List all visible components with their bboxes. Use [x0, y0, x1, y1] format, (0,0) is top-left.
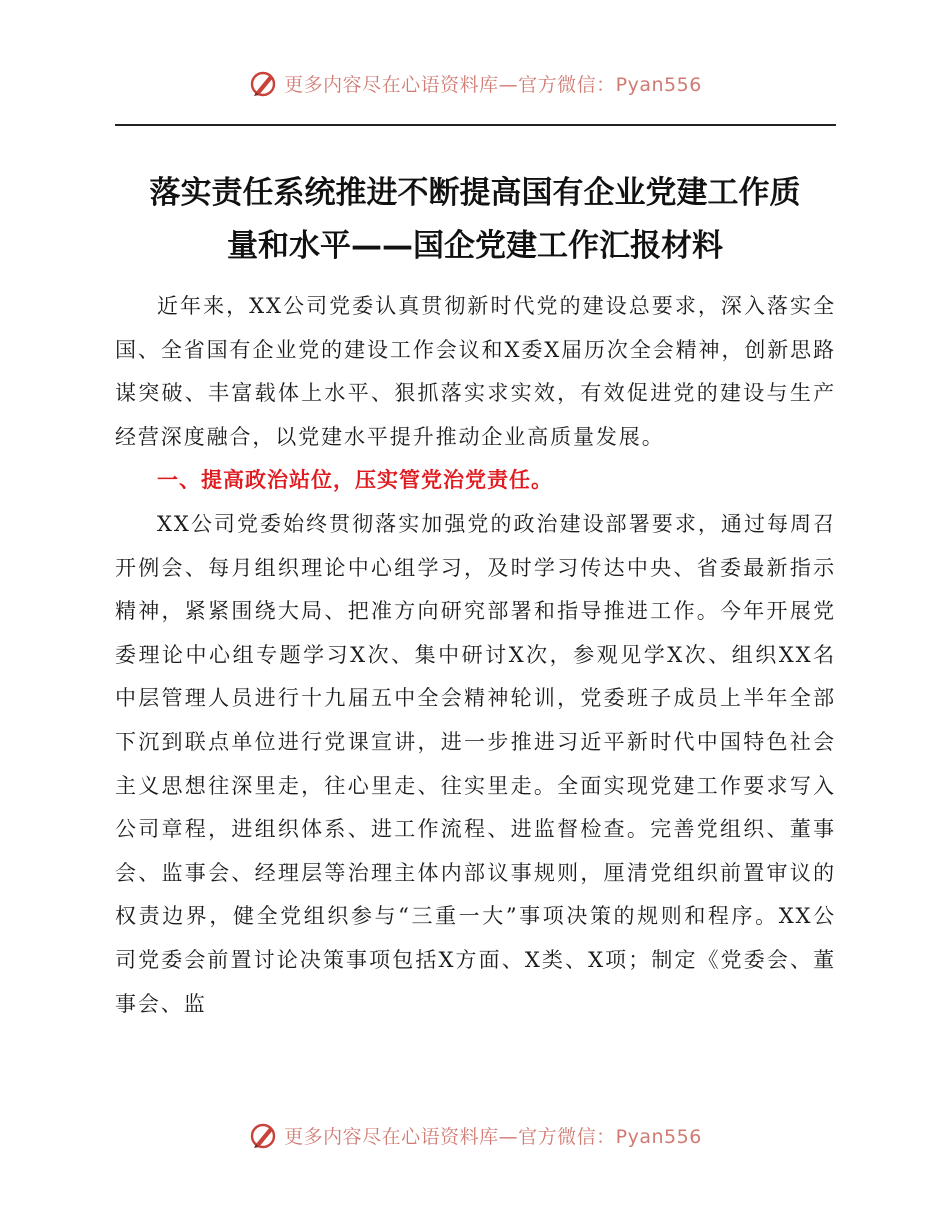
section-1-paragraph: XX公司党委始终贯彻落实加强党的政治建设部署要求，通过每周召开例会、每月组织理论中心组学习，及时学习传达中央、省委最新指示精神，紧紧围绕大局、把准方向研究部署和指导推进工作。今年开展党委理论中心组专题学习X次、集中研讨X次，参观见学X次、组织XX名中层管理人员进行十九届五中全会精神轮训，党委班子成员上半年全部下沉到联点单位进行党课宣讲，进一步推进习近平新时代中国特色社会主义思想往深里走，往心里走、往实里走。全面实现党建工作要求写入公司章程，进组织体系、进工作流程、进监督检查。完善党组织、董事会、监事会、经理层等治理主体内部议事规则，厘清党组织前置审议的权责边界，健全党组织参与“三重一大”事项决策的规则和程序。XX公司党委会前置讨论决策事项包括X方面、X类、X项；制定《党委会、董事会、监: [115, 511, 836, 1016]
title-line-1: 落实责任系统推进不断提高国有企业党建工作质: [149, 175, 801, 211]
title-line-2: 量和水平——国企党建工作汇报材料: [227, 228, 723, 264]
pen-logo-icon: [248, 68, 278, 98]
header-rule: [115, 124, 836, 126]
header-watermark: [0, 68, 950, 98]
document-title: [100, 167, 850, 273]
section-heading-1: 一、提高政治站位，压实管党治党责任。: [157, 468, 553, 493]
intro-paragraph: 近年来，XX公司党委认真贯彻新时代党的建设总要求，深入落实全国、全省国有企业党的建设工作会议和X委X届历次全会精神，创新思路谋突破、丰富载体上水平、狠抓落实求实效，有效促进党的建设与生产经营深度融合，以党建水平提升推动企业高质量发展。: [115, 294, 836, 449]
document-body: [115, 285, 836, 1026]
footer-watermark: [0, 1120, 950, 1150]
watermark-text: 更多内容尽在心语资料库—官方微信：Pyan556: [284, 1125, 702, 1148]
pen-logo-icon: [248, 1120, 278, 1150]
watermark-text: 更多内容尽在心语资料库—官方微信：Pyan556: [284, 73, 702, 96]
